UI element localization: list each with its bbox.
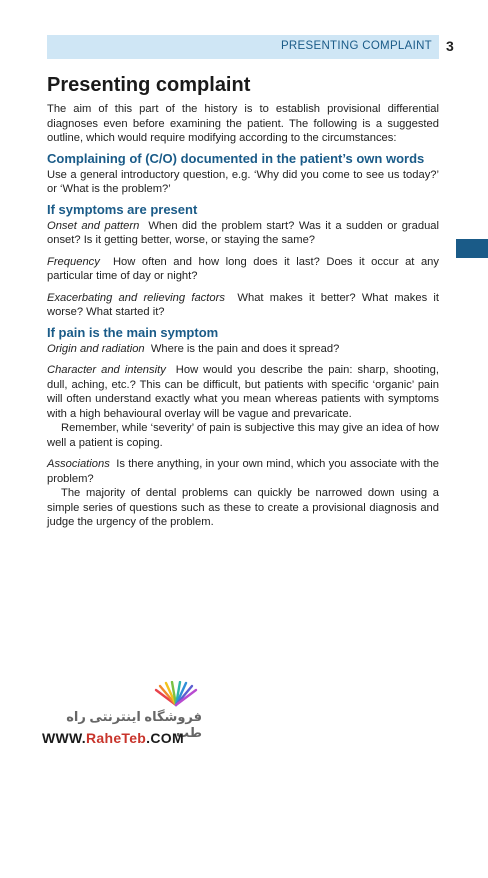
running-header-title: PRESENTING COMPLAINT — [280, 40, 432, 52]
section-heading-complaining-of: Complaining of (C/O) documented in the patient’s own words — [47, 150, 425, 166]
thumb-index-tab — [456, 239, 488, 258]
paragraph-origin — [47, 342, 439, 357]
paragraph-character — [47, 363, 439, 421]
running-header — [47, 35, 439, 59]
watermark-persian-text: فروشگاه اینترنتی راه طب — [66, 709, 202, 740]
text-onset: When did the problem start? Was it a sudden or gradual onset? Is it getting better, worse, or staying the same? — [47, 219, 440, 246]
text-associations: Is there anything, in your own mind, which you associate with the problem? — [47, 458, 440, 485]
page-title: Presenting complaint — [47, 74, 251, 96]
text-character: How would you describe the pain: sharp, shooting, dull, aching, etc.? This can be difficult, but patients with specific ‘organic’ pain will often understand exactly what you mean whereas patients with symptoms with a high behavioural overlay will be vague and prevaricate. — [47, 364, 439, 420]
term-frequency: Frequency — [47, 255, 100, 268]
term-onset: Onset and pattern — [47, 219, 140, 232]
paragraph-frequency — [47, 255, 439, 284]
term-exacerbating: Exacerbating and relieving factors — [47, 291, 225, 304]
page-content — [47, 74, 439, 534]
text-origin: Where is the pain and does it spread? — [150, 342, 340, 355]
book-fan-icon — [150, 681, 202, 707]
paragraph-closing: The majority of dental problems can quickly be narrowed down using a simple series of questions such as these to create a provisional diagnosis and judge the urgency of the problem. — [47, 487, 439, 528]
paragraph-remember: Remember, while ‘severity’ of pain is subjective this may give an idea of how well a patient is coping. — [47, 422, 439, 449]
section-heading-pain: If pain is the main symptom — [47, 324, 219, 340]
watermark-url-suffix: .COM — [146, 730, 184, 746]
intro-paragraph: The aim of this part of the history is to establish provisional differential diagnoses even before examining the patient. The following is a suggested outline, which would require modifying according to the circumstances: — [47, 103, 439, 144]
page-number: 3 — [446, 38, 454, 54]
paragraph-exacerbating — [47, 291, 439, 320]
watermark-url-prefix: WWW. — [42, 730, 86, 746]
watermark-url-accent: RaheTeb — [85, 730, 147, 746]
paragraph-onset — [47, 219, 439, 248]
term-associations: Associations — [47, 458, 110, 470]
section-body-complaining-of: Use a general introductory question, e.g. ‘Why did you come to see us today?’ or ‘What is the problem?’ — [47, 168, 439, 195]
text-frequency: How often and how long does it last? Does it occur at any particular time of day or night? — [47, 255, 439, 282]
paragraph-associations — [47, 457, 439, 486]
watermark-url — [42, 730, 184, 746]
section-heading-symptoms: If symptoms are present — [47, 201, 198, 217]
text-exacerbating: What makes it better? What makes it worse? What started it? — [47, 291, 440, 318]
term-character: Character and intensity — [47, 364, 166, 376]
term-origin: Origin and radiation — [47, 342, 145, 355]
